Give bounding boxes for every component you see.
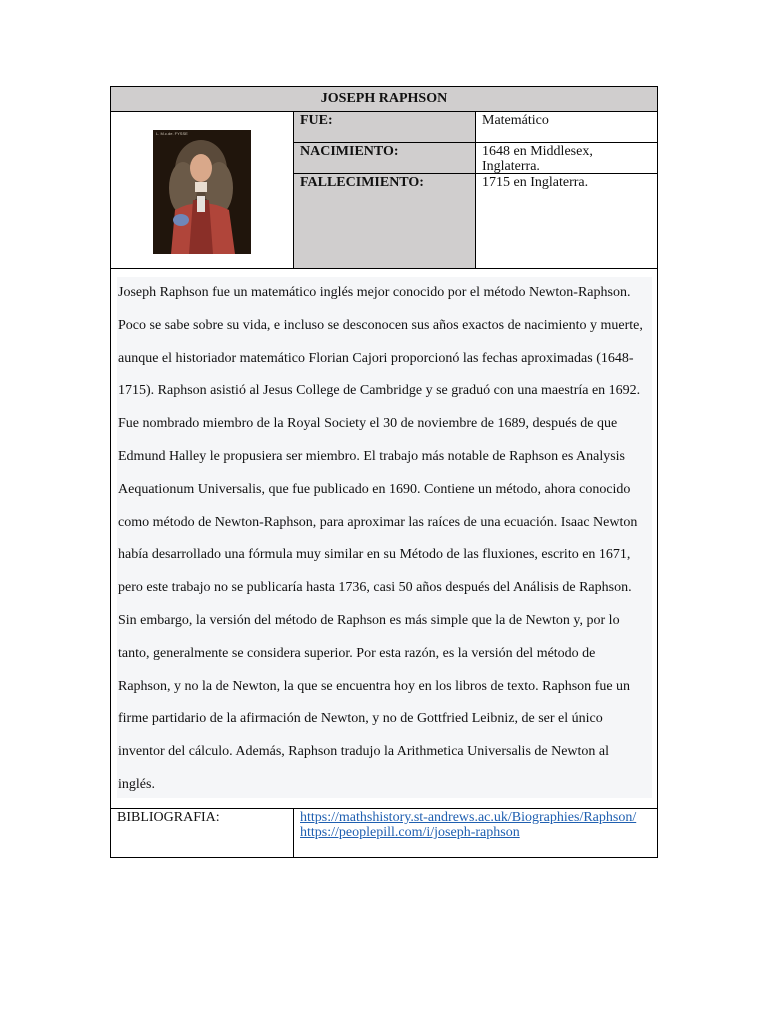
biography-section — [110, 269, 658, 809]
portrait-caption: L. M.c.de. FYSSE — [156, 131, 188, 136]
bibliography-link-peoplepill[interactable]: https://peoplepill.com/i/joseph-raphson — [300, 825, 520, 840]
value-column — [476, 112, 657, 268]
bio-line: Aequationum Universalis, que fue publicado en 1690. Contiene un método, ahora conocido — [118, 481, 631, 497]
bio-line: había desarrollado una fórmula muy similar en su Método de las fluxiones, escrito en 1671, — [118, 547, 631, 563]
bio-line: 1715). Raphson asistió al Jesus College de Cambridge y se graduó con una maestría en 1692. — [118, 383, 641, 399]
fallecimiento-value: 1715 en Inglaterra. — [482, 175, 589, 190]
bibliography-label: BIBLIOGRAFIA: — [111, 809, 294, 857]
fallecimiento-label: FALLECIMIENTO: — [300, 175, 424, 190]
biography-text — [117, 277, 652, 798]
biography-card — [110, 86, 658, 858]
bio-line: Fue nombrado miembro de la Royal Society el 30 de noviembre de 1689, después de que — [118, 416, 618, 432]
bio-line: inglés. — [118, 776, 155, 792]
bio-line: Joseph Raphson fue un matemático inglés mejor conocido por el método Newton-Raphson. — [118, 285, 631, 300]
fue-value: Matemático — [476, 112, 657, 143]
bio-line: como método de Newton-Raphson, para aproximar las raíces de una ecuación. Isaac Newton — [118, 514, 638, 530]
portrait-cell — [111, 112, 294, 268]
title-bar — [110, 86, 658, 112]
bio-line: inventor del cálculo. Además, Raphson tradujo la Arithmetica Universalis de Newton al — [118, 744, 610, 760]
label-column — [294, 112, 476, 268]
fue-label: FUE: — [294, 112, 475, 143]
bio-line: Poco se sabe sobre su vida, e incluso se desconocen sus años exactos de nacimiento y muerte, — [118, 317, 643, 333]
nacimiento-value — [476, 143, 657, 174]
bio-line: Raphson, y no la de Newton, la que se encuentra hoy en los libros de texto. Raphson fue un — [118, 678, 631, 694]
bio-line: firme partidario de la afirmación de Newton, y no de Gottfried Leibniz, de ser el único — [118, 711, 603, 727]
bio-line: tanto, generalmente se considera superior. Por esta razón, es la versión del método de — [118, 645, 596, 661]
bio-line: pero este trabajo no se publicaría hasta 1736, casi 50 años después del Análisis de Raphson. — [118, 580, 632, 596]
bio-line: Sin embargo, la versión del método de Raphson es más simple que la de Newton y, por lo — [118, 612, 620, 628]
bibliography-links — [294, 809, 657, 857]
bio-line: aunque el historiador matemático Florian Cajori proporcionó las fechas aproximadas (1648- — [118, 350, 634, 366]
portrait-painting-icon — [153, 130, 251, 254]
nacimiento-value-line2: Inglaterra. — [482, 159, 540, 174]
page-title: JOSEPH RAPHSON — [320, 91, 448, 106]
nacimiento-label: NACIMIENTO: — [294, 143, 475, 174]
bibliography-link-mathshistory[interactable]: https://mathshistory.st-andrews.ac.uk/Biographies/Raphson/ — [300, 810, 637, 825]
bibliography-section — [110, 809, 658, 858]
info-section — [110, 112, 658, 269]
nacimiento-value-line1: 1648 en Middlesex, — [482, 144, 593, 159]
bio-line: Edmund Halley le propusiera ser miembro. El trabajo más notable de Raphson es Analysis — [118, 448, 625, 464]
portrait-image — [153, 130, 251, 254]
